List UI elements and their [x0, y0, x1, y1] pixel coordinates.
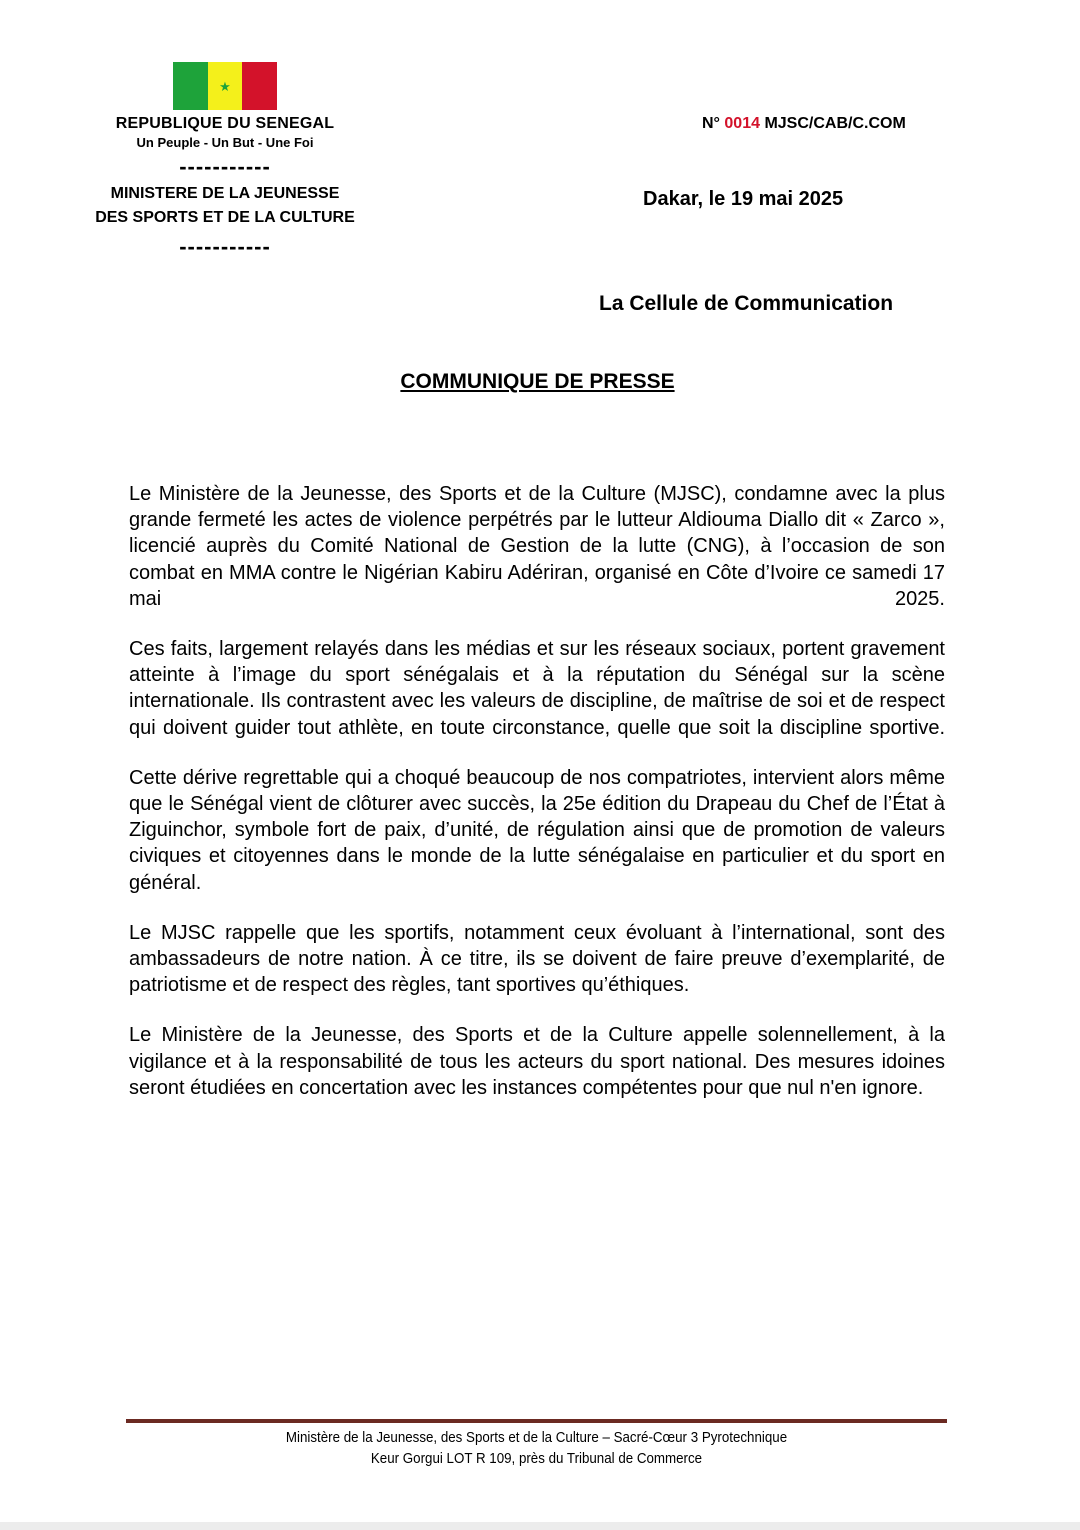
footer-line1: Ministère de la Jeunesse, des Sports et de la Culture – Sacré-Cœur 3 Pyrotechnique [285, 1430, 788, 1446]
flag-green-band [173, 62, 208, 110]
reference-number-value: 0014 [724, 115, 760, 132]
letterhead [60, 62, 390, 258]
footer-address [159, 1428, 914, 1470]
body-paragraph: Le Ministère de la Jeunesse, des Sports et de la Culture appelle solennellement, à la vigilance et à la responsabilité de tous les acteurs du sport national. Des mesures idoines seront étudiées en concertation avec les instances compétentes pour que nul n'en ignore. [129, 1024, 945, 1099]
ministry-name-line1: MINISTERE DE LA JEUNESSE [110, 185, 340, 202]
senegal-flag [173, 62, 277, 110]
ministry-name-line2: DES SPORTS ET DE LA CULTURE [95, 209, 355, 226]
sender-unit: La Cellule de Communication [599, 292, 894, 315]
separator-bottom: ----------- [179, 234, 271, 259]
flag-yellow-band [208, 62, 243, 110]
document-date: Dakar, le 19 mai 2025 [643, 188, 844, 210]
national-motto: Un Peuple - Un But - Une Foi [136, 135, 314, 150]
document-body [129, 481, 945, 1125]
footer-line2: Keur Gorgui LOT R 109, près du Tribunal de Commerce [370, 1451, 703, 1467]
document-title: COMMUNIQUE DE PRESSE [400, 370, 675, 393]
body-paragraph: Le MJSC rappelle que les sportifs, notamment ceux évoluant à l’international, sont des ambassadeurs de notre nation. À ce titre, ils se doivent de faire preuve d’exemplarité, de patriotisme et de respect des règles, tant sportives qu’éthiques. [129, 921, 945, 997]
reference-suffix: MJSC/CAB/C.COM [760, 115, 906, 132]
body-paragraph: Le Ministère de la Jeunesse, des Sports et de la Culture (MJSC), condamne avec la plus grande fermeté les actes de violence perpétrés par le lutteur Aldiouma Diallo dit « Zarco », licencié auprès du Comité National de Gestion de la lutte (CNG), à l’occasion de son combat en MMA contre le Nigérian Kabiru Adériran, organisé en Côte d’Ivoire ce samedi 17 mai 2025. [129, 483, 945, 610]
reference-prefix: N° [702, 115, 725, 132]
body-paragraph: Cette dérive regrettable qui a choqué beaucoup de nos compatriotes, intervient alors même que le Sénégal vient de clôturer avec succès, la 25e édition du Drapeau du Chef de l’État à Ziguinchor, symbole fort de paix, d’unité, de régulation ainsi que de promotion de valeurs civiques et citoyennes dans le monde de la lutte sénégalaise en particulier et du sport en général. [129, 766, 945, 894]
flag-red-band [242, 62, 277, 110]
reference-number [702, 115, 906, 133]
body-paragraph: Ces faits, largement relayés dans les médias et sur les réseaux sociaux, portent gravement atteinte à l’image du sport sénégalais et à la réputation du Sénégal sur la scène internationale. Ils contrastent avec les valeurs de discipline, de maîtrise de soi et de respect qui doivent guider tout athlète, en toute circonstance, quelle que soit la discipline sportive. [129, 638, 945, 739]
separator-top: ----------- [179, 154, 271, 179]
footer-rule [126, 1419, 947, 1423]
star-icon: ★ [219, 78, 231, 94]
page-bottom-edge [0, 1522, 1080, 1530]
republic-name: REPUBLIQUE DU SENEGAL [115, 115, 335, 132]
